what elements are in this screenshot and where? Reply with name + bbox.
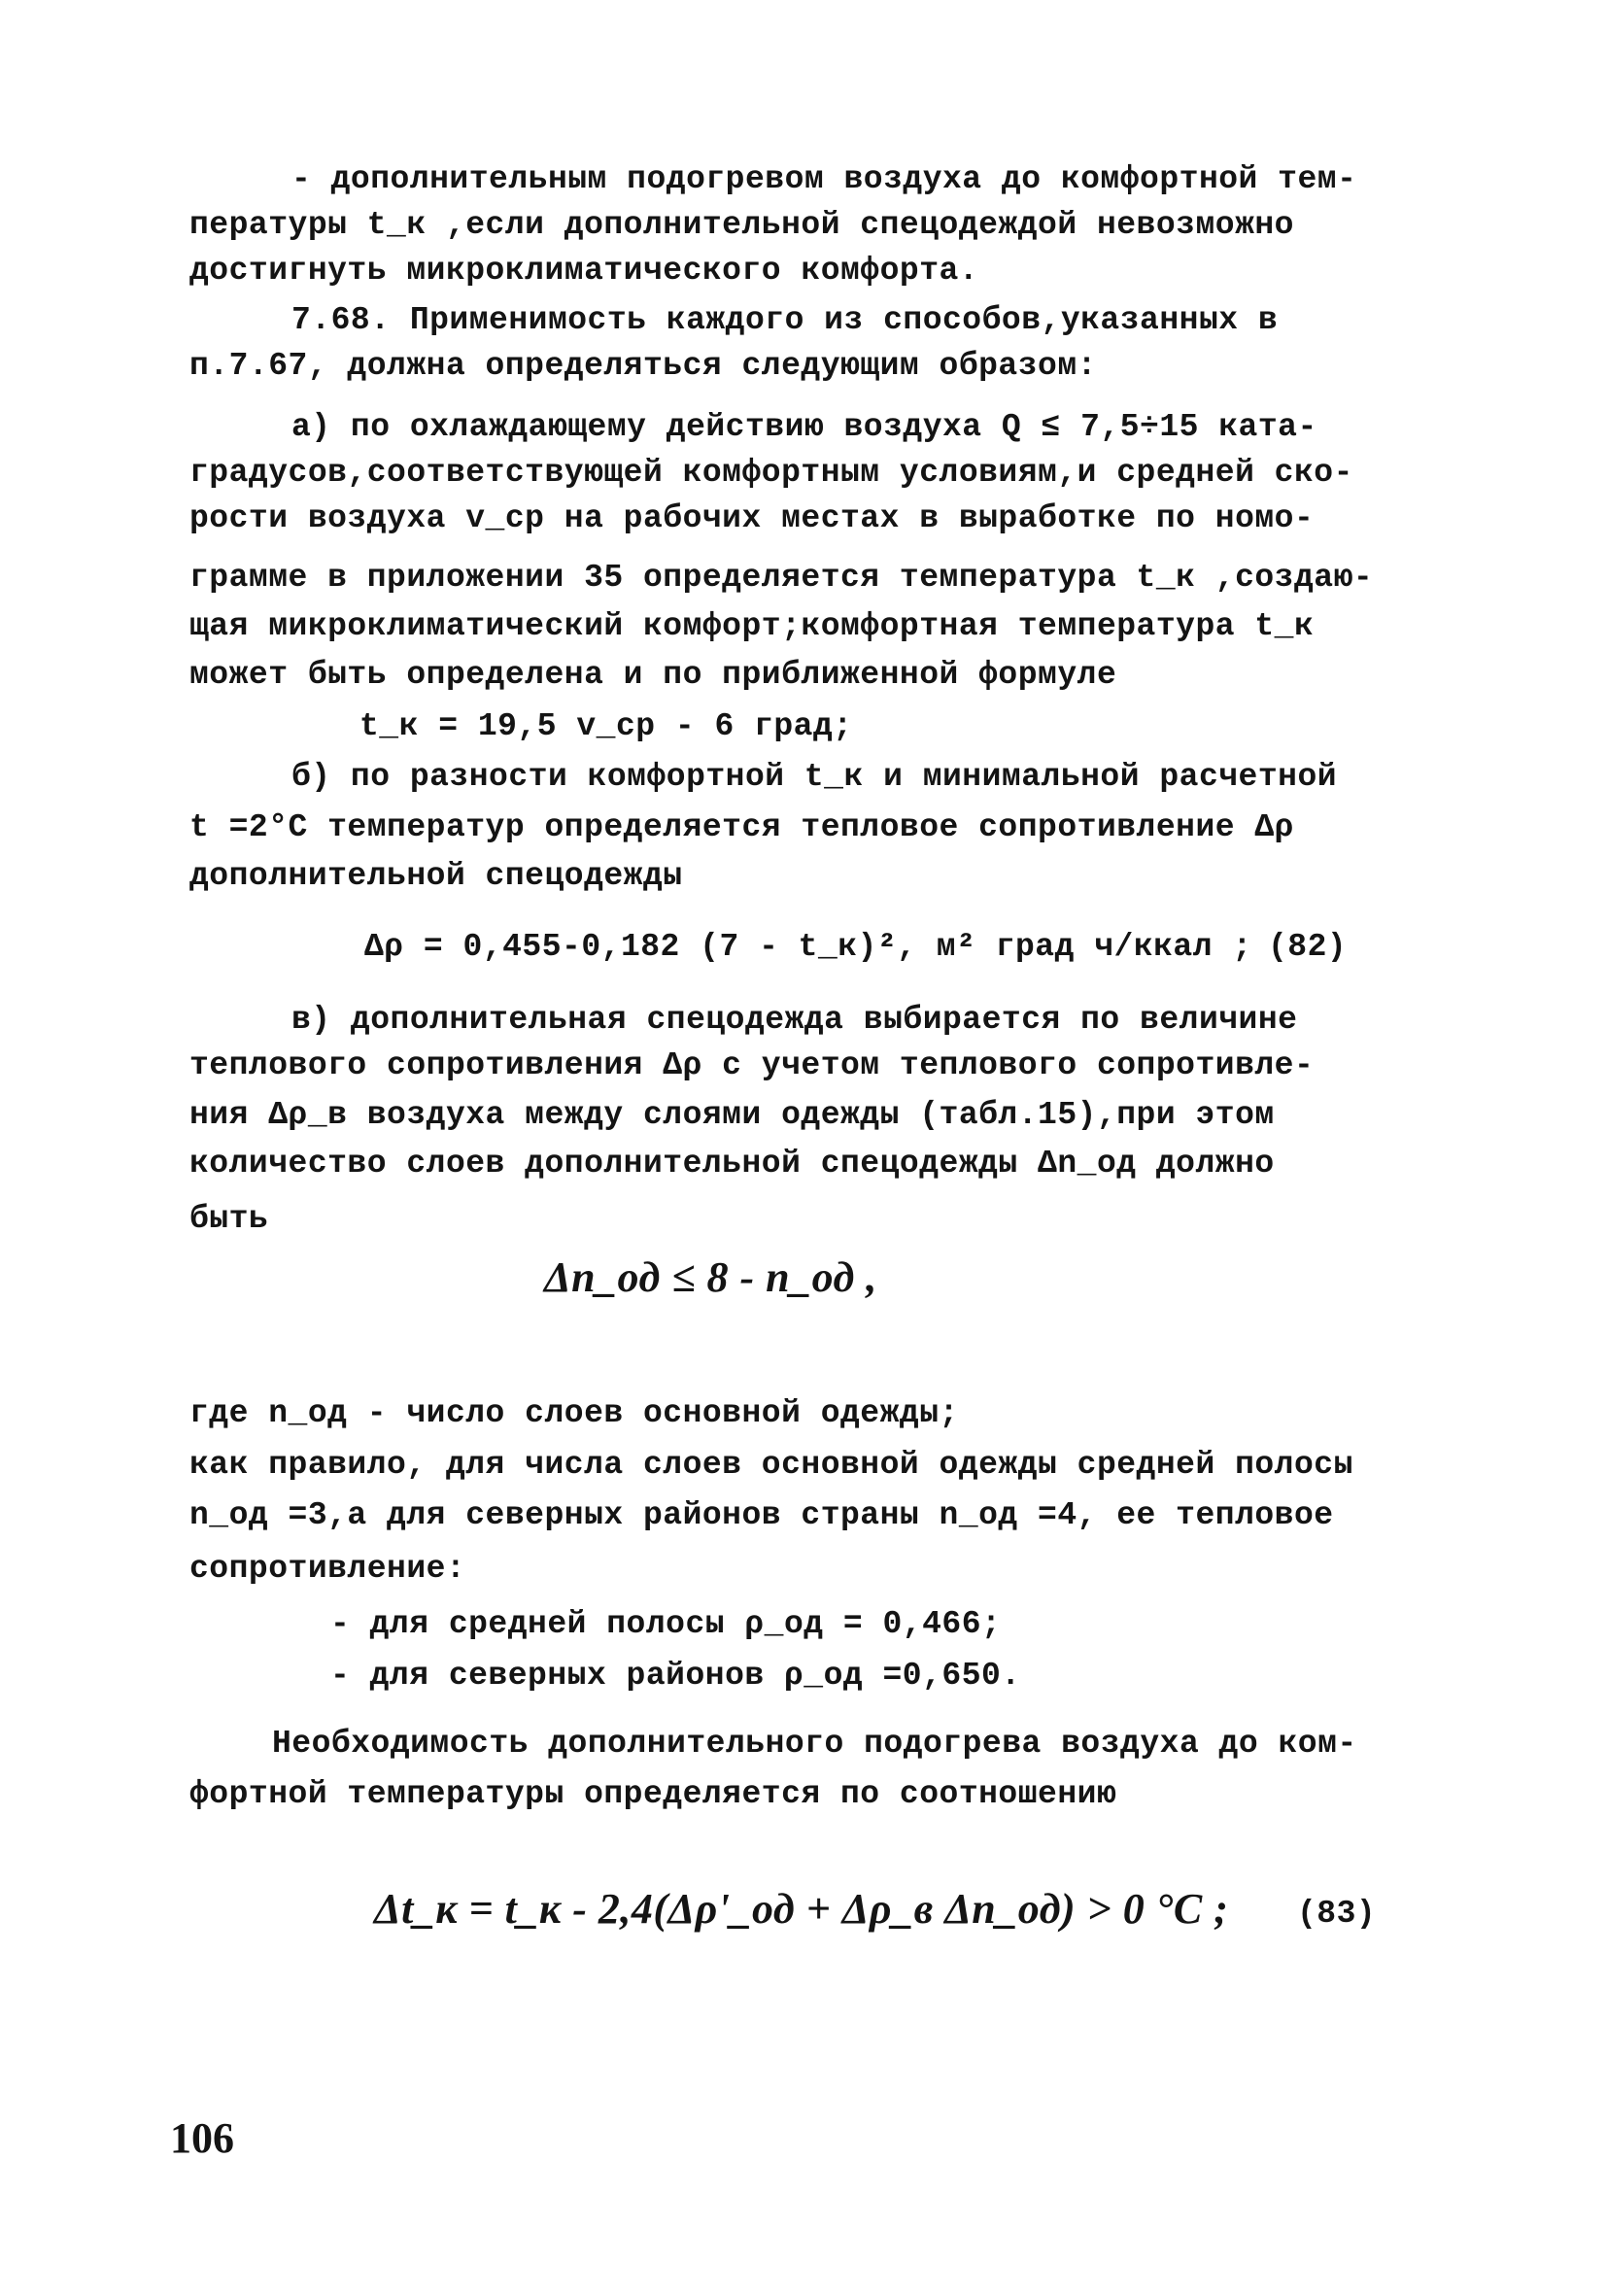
section-heading: 7.68. Применимость каждого из способов,указанных в (291, 302, 1279, 338)
text-line: может быть определена и по приближенной формуле (189, 657, 1117, 693)
text-line: - дополнительным подогревом воздуха до комфортной тем- (291, 161, 1357, 197)
text-line: градусов,соответствующей комфортным условиям,и средней ско- (189, 455, 1353, 491)
text-line: количество слоев дополнительной спецодежды Δn_од должно (189, 1146, 1275, 1182)
list-item: - для северных районов ρ_од =0,650. (330, 1658, 1021, 1694)
page-number: 106 (170, 2114, 234, 2162)
list-item-a: а) по охлаждающему действию воздуха Q ≤ 7,5÷15 ката- (291, 409, 1317, 445)
text-line: п.7.67, должна определяться следующим образом: (189, 348, 1097, 384)
text-line: щая микроклиматический комфорт;комфортная температура t_к (189, 608, 1315, 644)
list-item-b: б) по разности комфортной t_к и минимальной расчетной (291, 759, 1338, 795)
equation-82: Δρ = 0,455-0,182 (7 - t_к)², м² град ч/ккал ; (364, 929, 1252, 965)
text-line: рости воздуха v_ср на рабочих местах в выработке по номо- (189, 500, 1315, 536)
text-line: фортной температуры определяется по соотношению (189, 1776, 1117, 1812)
text-line: сопротивление: (189, 1551, 466, 1587)
list-item: - для средней полосы ρ_од = 0,466; (330, 1606, 1002, 1642)
inline-formula: t_к = 19,5 v_ср - 6 град; (359, 708, 853, 744)
inequality: Δn_од ≤ 8 - n_од , (544, 1253, 877, 1301)
list-item-c: в) дополнительная спецодежда выбирается по величине (291, 1002, 1298, 1038)
text-line: ния Δρ_в воздуха между слоями одежды (табл.15),при этом (189, 1097, 1275, 1133)
text-line: как правило, для числа слоев основной одежды средней полосы (189, 1447, 1353, 1483)
text-line: где n_од - число слоев основной одежды; (189, 1395, 959, 1431)
text-line: n_од =3,а для северных районов страны n_од =4, ее тепловое (189, 1497, 1334, 1533)
text-line: дополнительной спецодежды (189, 858, 683, 894)
text-line: достигнуть микроклиматического комфорта. (189, 253, 979, 289)
text-line: пературы t_к ,если дополнительной спецодеждой невозможно (189, 207, 1294, 243)
text-line: теплового сопротивления Δρ с учетом теплового сопротивле- (189, 1047, 1315, 1083)
text-line: быть (189, 1201, 269, 1237)
equation-83: Δt_к = t_к - 2,4(Δρ'_од + Δρ_в Δn_од) > 0 °C ; (374, 1885, 1229, 1933)
text-line: грамме в приложении 35 определяется температура t_к ,создаю- (189, 560, 1374, 596)
equation-number: (82) (1268, 929, 1348, 965)
text-line: Необходимость дополнительного подогрева воздуха до ком- (272, 1726, 1357, 1762)
equation-number: (83) (1297, 1896, 1377, 1932)
text-line: t =2°C температур определяется тепловое сопротивление Δρ (189, 809, 1294, 845)
